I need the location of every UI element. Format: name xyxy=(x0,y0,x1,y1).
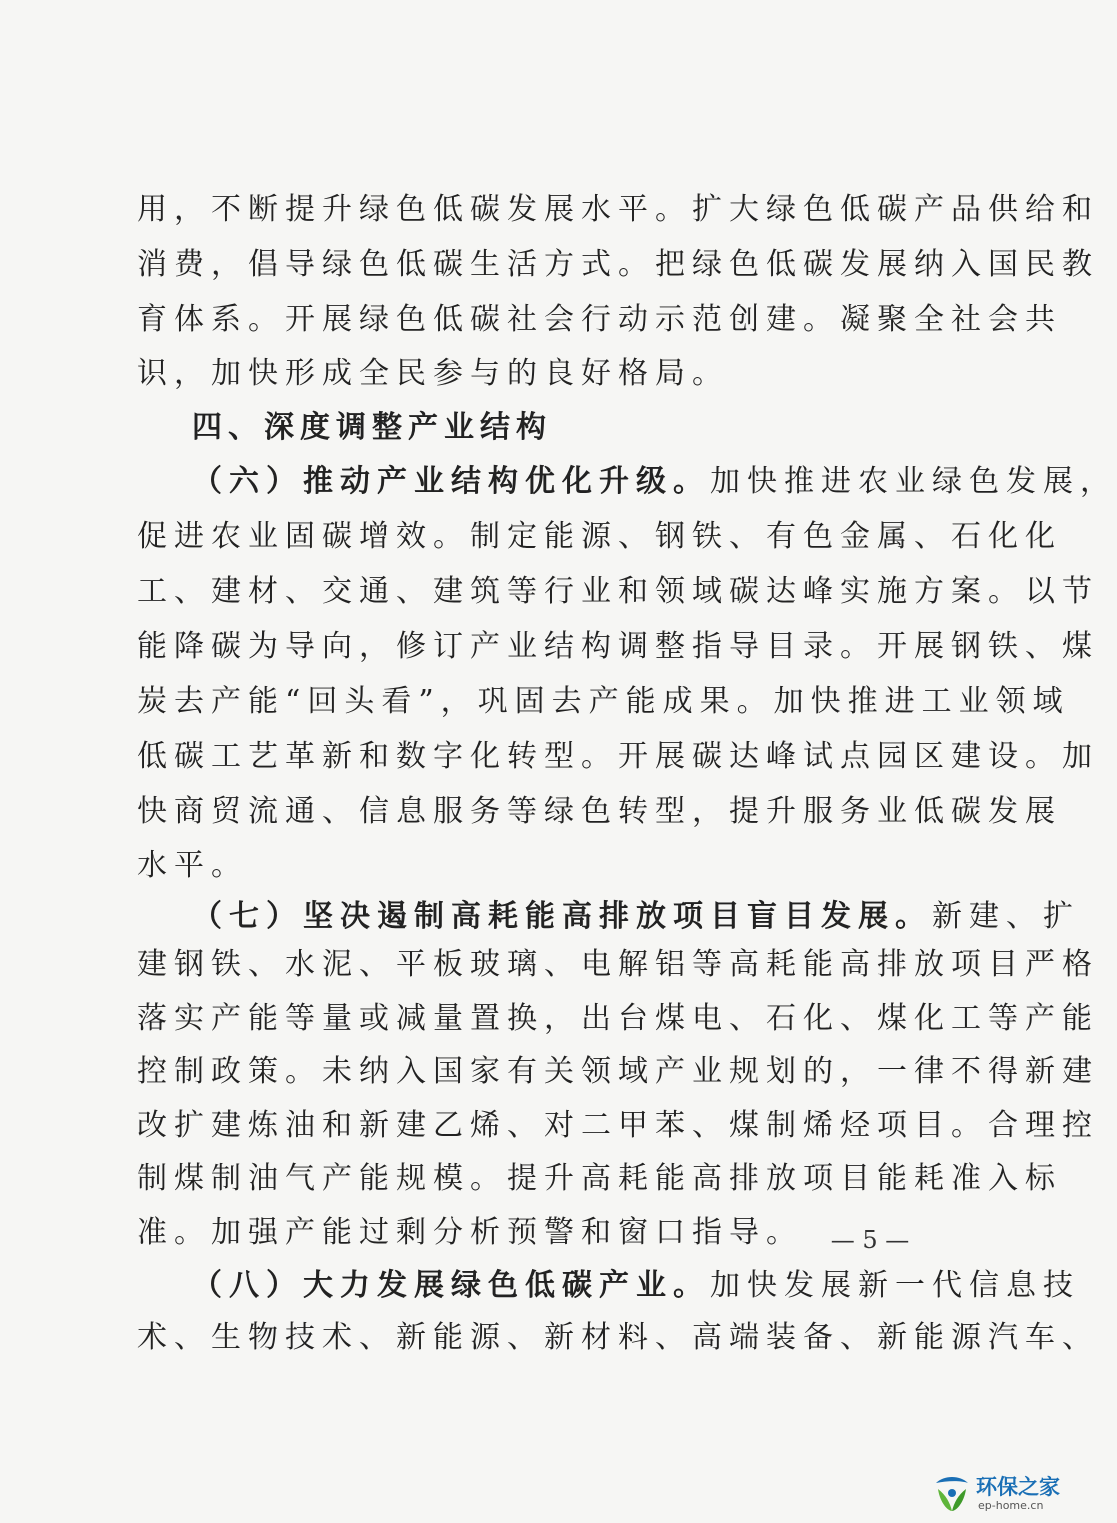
text-line: 水平。 xyxy=(137,848,248,883)
text-line: 育体系。开展绿色低碳社会行动示范创建。凝聚全社会共 xyxy=(137,302,1062,337)
text-line: 工、建材、交通、建筑等行业和领域碳达峰实施方案。以节 xyxy=(137,574,1099,609)
paragraph-first-line xyxy=(192,1266,1080,1306)
paragraph-text: 新建、扩 xyxy=(932,899,1080,934)
paragraph-text: 加快推进农业绿色发展， xyxy=(710,464,1117,499)
leaf-logo-icon xyxy=(930,1471,974,1515)
watermark-url: ep-home.cn xyxy=(978,1499,1044,1512)
section-heading: 四、深度调整产业结构 xyxy=(192,410,552,445)
text-line: 建钢铁、水泥、平板玻璃、电解铝等高耗能高排放项目严格 xyxy=(137,947,1099,982)
text-line: 控制政策。未纳入国家有关领域产业规划的，一律不得新建 xyxy=(137,1054,1099,1089)
paragraph-lead: （八）大力发展绿色低碳产业。 xyxy=(192,1268,710,1303)
paragraph-text: 加快发展新一代信息技 xyxy=(710,1268,1080,1303)
paragraph-lead: （六）推动产业结构优化升级。 xyxy=(192,464,710,499)
paragraph-first-line xyxy=(192,897,1080,937)
text-line: 能降碳为导向，修订产业结构调整指导目录。开展钢铁、煤 xyxy=(137,629,1099,664)
text-line: 识，加快形成全民参与的良好格局。 xyxy=(137,356,729,391)
watermark-brand: 环保之家 xyxy=(976,1475,1060,1499)
paragraph-first-line xyxy=(192,462,1117,502)
text-line: 炭去产能“回头看”，巩固去产能成果。加快推进工业领域 xyxy=(137,684,1070,719)
text-line: 快商贸流通、信息服务等绿色转型，提升服务业低碳发展 xyxy=(137,794,1062,829)
text-line: 促进农业固碳增效。制定能源、钢铁、有色金属、石化化 xyxy=(137,519,1062,554)
watermark-logo xyxy=(930,1468,1076,1518)
text-line: 消费，倡导绿色低碳生活方式。把绿色低碳发展纳入国民教 xyxy=(137,247,1099,282)
paragraph-lead: （七）坚决遏制高耗能高排放项目盲目发展。 xyxy=(192,899,932,934)
text-line: 落实产能等量或减量置换，出台煤电、石化、煤化工等产能 xyxy=(137,1001,1099,1036)
text-line: 用，不断提升绿色低碳发展水平。扩大绿色低碳产品供给和 xyxy=(137,192,1099,227)
text-line: 准。加强产能过剩分析预警和窗口指导。 xyxy=(137,1215,803,1250)
text-line: 低碳工艺革新和数字化转型。开展碳达峰试点园区建设。加 xyxy=(137,739,1099,774)
page-number: — 5 — xyxy=(830,1226,910,1254)
text-line: 术、生物技术、新能源、新材料、高端装备、新能源汽车、 xyxy=(137,1320,1099,1355)
text-line: 制煤制油气产能规模。提升高耗能高排放项目能耗准入标 xyxy=(137,1161,1062,1196)
text-line: 改扩建炼油和新建乙烯、对二甲苯、煤制烯烃项目。合理控 xyxy=(137,1108,1099,1143)
